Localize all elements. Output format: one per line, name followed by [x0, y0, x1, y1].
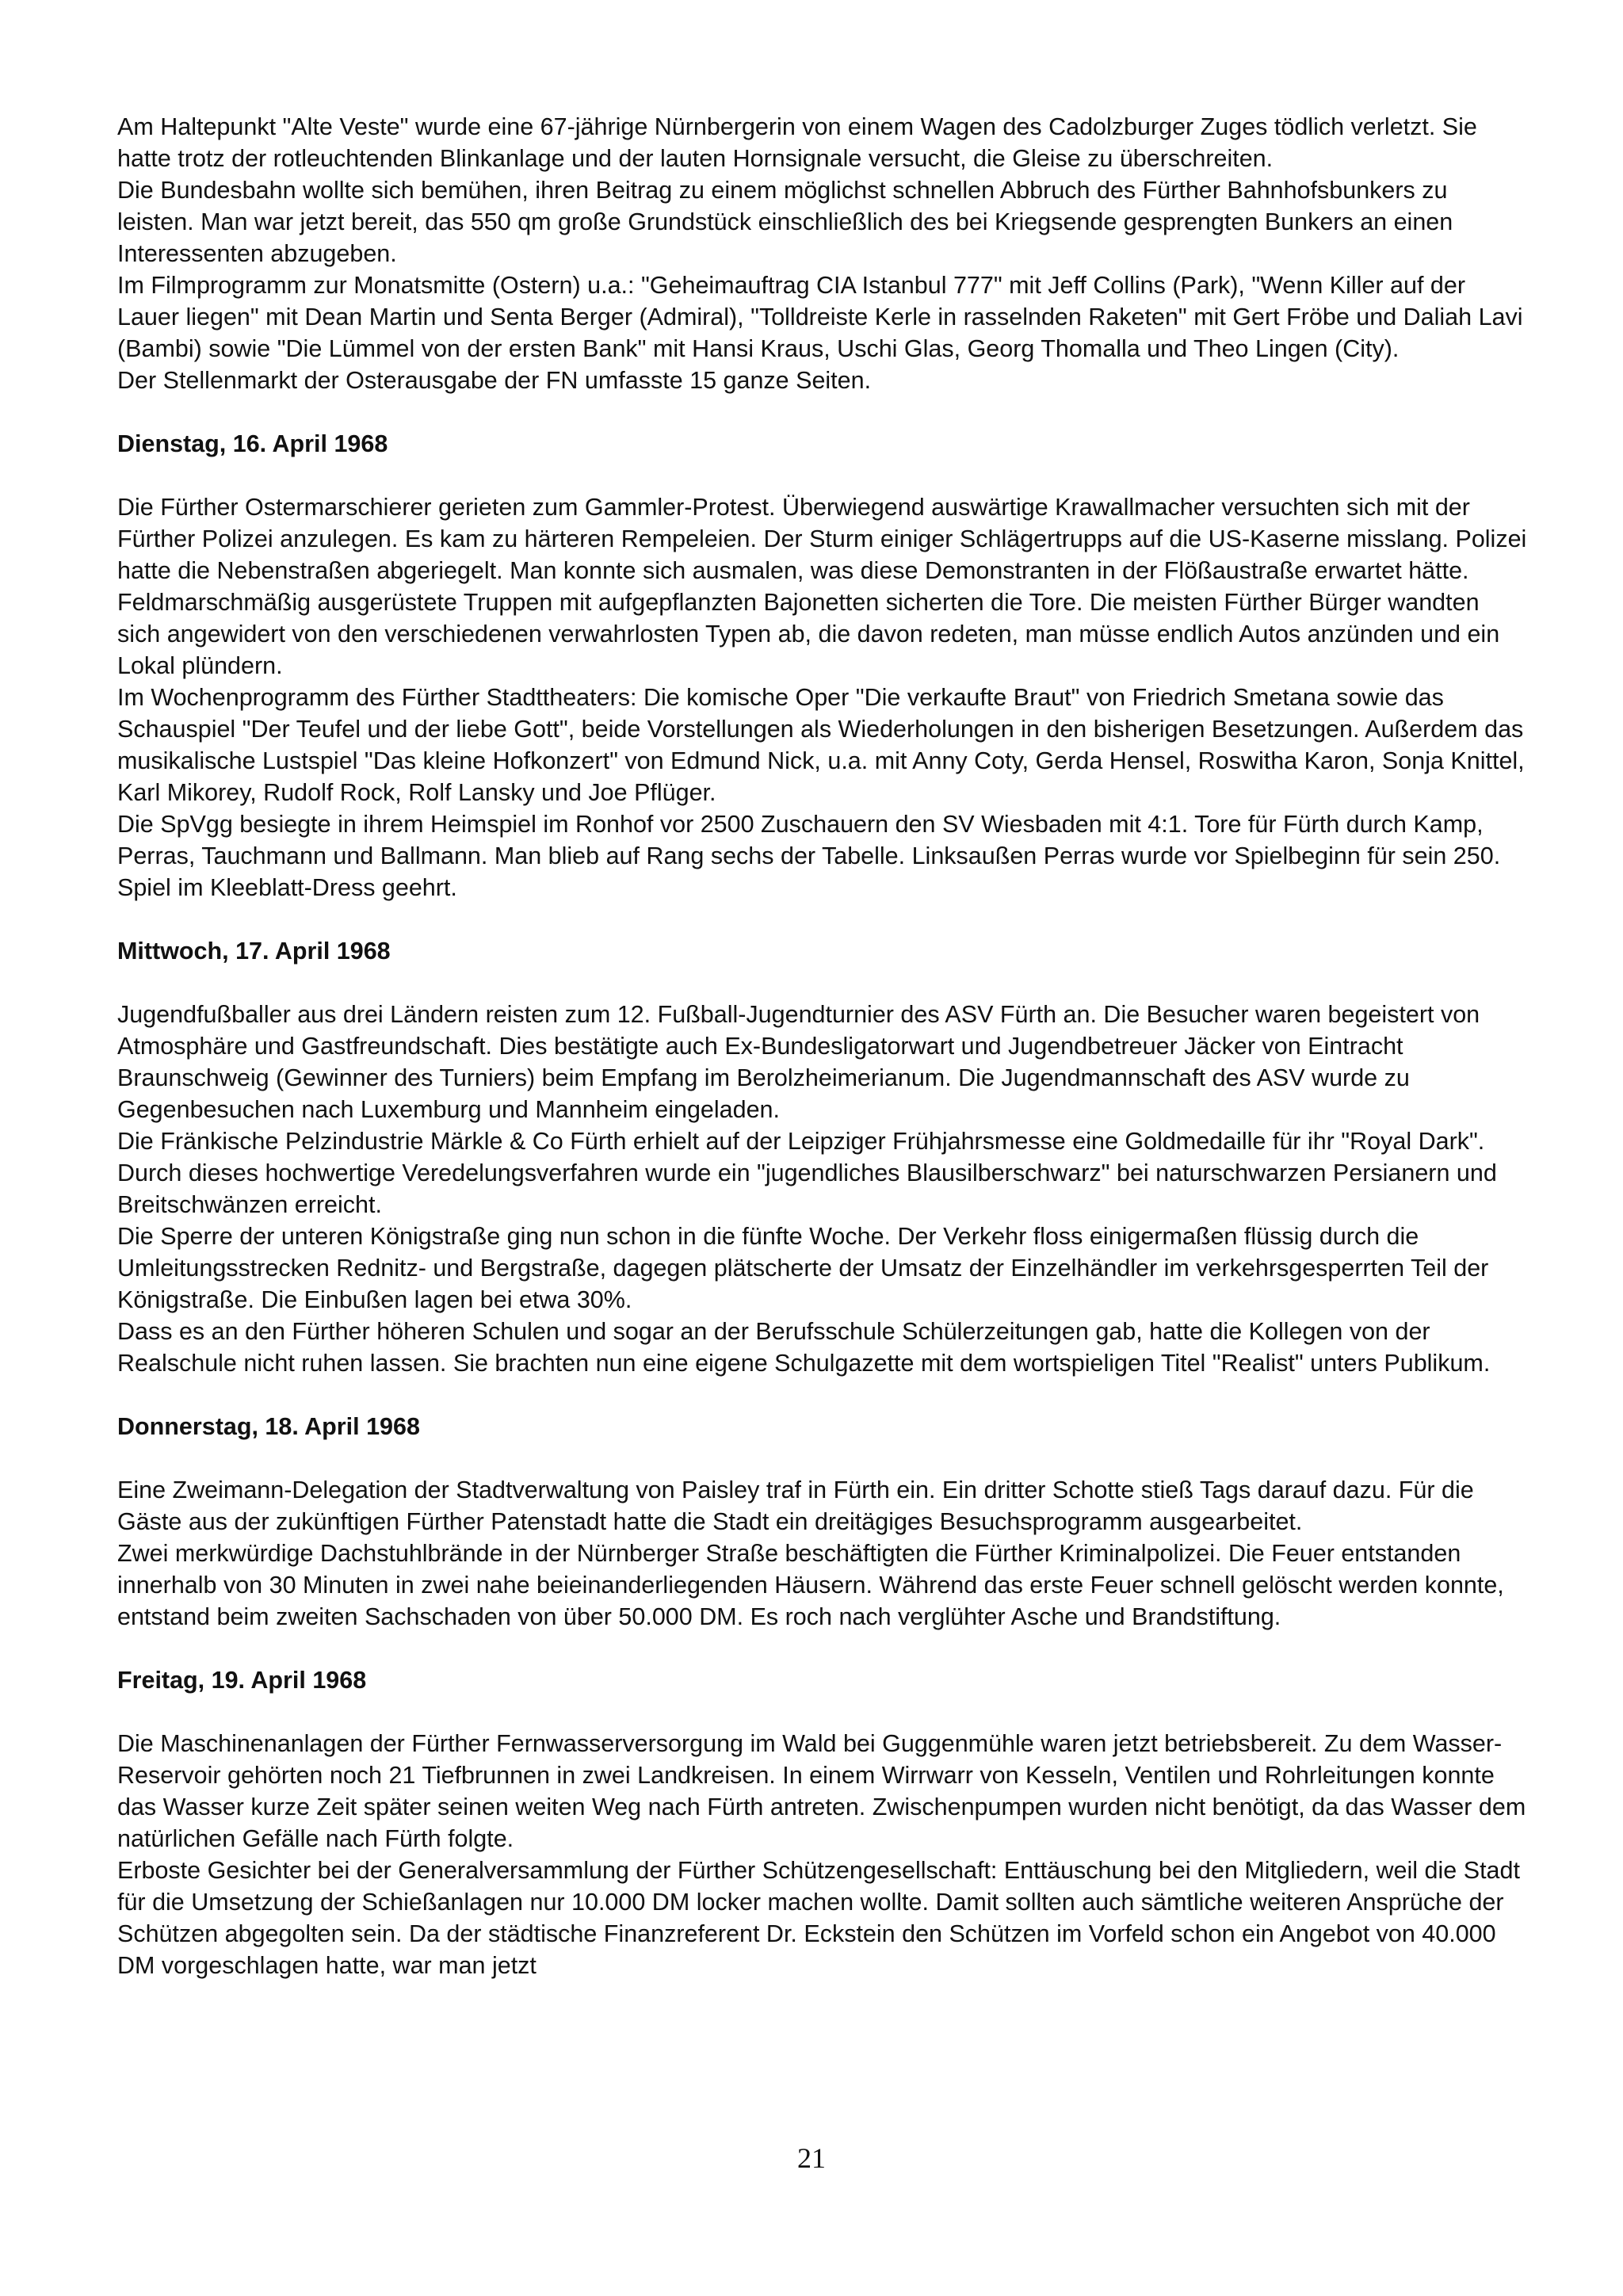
date-heading: Freitag, 19. April 1968 [117, 1667, 367, 1694]
paragraph: Die Bundesbahn wollte sich bemühen, ihren Beitrag zu einem möglichst schnellen Abbruch des Fürther Bahnhofsbunkers zu leisten. Man war jetzt bereit, das 550 qm große Grundstück einschließlich des bei Kriegsende gesprengten Bunkers an einen Interessenten abzugeben. [117, 177, 1453, 267]
section-tuesday [117, 428, 1528, 904]
paragraph: Im Filmprogramm zur Monatsmitte (Ostern) u.a.: "Geheimauftrag CIA Istanbul 777" mit Jeff Collins (Park), "Wenn Killer auf der Lauer liegen" mit Dean Martin und Senta Berger (Admiral), "Tolldreiste Kerle in rasselnden Raketen" mit Gert Fröbe und Daliah Lavi (Bambi) sowie "Die Lümmel von der ersten Bank" mit Hansi Kraus, Uschi Glas, Georg Thomalla und Theo Lingen (City). [117, 272, 1523, 362]
paragraph: Die Fürther Ostermarschierer gerieten zum Gammler-Protest. Überwiegend auswärtige Krawallmacher versuchten sich mit der Fürther Polizei anzulegen. Es kam zu härteren Rempeleien. Der Sturm einiger Schlägertrupps auf die US-Kaserne misslang. Polizei hatte die Nebenstraßen abgeriegelt. Man konnte sich ausmalen, was diese Demonstranten in der Flößaustraße erwartet hätte. Feldmarschmäßig ausgerüstete Truppen mit aufgepflanzten Bajonetten sicherten die Tore. Die meisten Fürther Bürger wandten sich angewidert von den verschiedenen verwahrlosten Typen ab, die davon redeten, man müsse endlich Autos anzünden und ein Lokal plündern. [117, 494, 1527, 679]
date-heading: Donnerstag, 18. April 1968 [117, 1413, 420, 1440]
page-number: 21 [797, 2142, 826, 2174]
date-heading: Mittwoch, 17. April 1968 [117, 938, 391, 965]
paragraph: Die SpVgg besiegte in ihrem Heimspiel im Ronhof vor 2500 Zuschauern den SV Wiesbaden mit 4:1. Tore für Fürth durch Kamp, Perras, Tauchmann und Ballmann. Man blieb auf Rang sechs der Tabelle. Linksaußen Perras wurde vor Spielbeginn für sein 250. Spiel im Kleeblatt-Dress geehrt. [117, 811, 1501, 901]
paragraph: Die Maschinenanlagen der Fürther Fernwasserversorgung im Wald bei Guggenmühle waren jetzt betriebsbereit. Zu dem Wasser-Reservoir gehörten noch 21 Tiefbrunnen in zwei Landkreisen. In einem Wirrwarr von Kesseln, Ventilen und Rohrleitungen konnte das Wasser kurze Zeit später seinen weiten Weg nach Fürth antreten. Zwischenpumpen wurden nicht benötigt, da das Wasser dem natürlichen Gefälle nach Fürth folgte. [117, 1730, 1526, 1852]
paragraph: Der Stellenmarkt der Osterausgabe der FN umfasste 15 ganze Seiten. [117, 367, 872, 394]
document-page [117, 111, 1528, 1981]
paragraph: Erboste Gesichter bei der Generalversammlung der Fürther Schützengesellschaft: Enttäuschung bei den Mitgliedern, weil die Stadt für die Umsetzung der Schießanlagen nur 10.000 DM locker machen wollte. Damit sollten auch sämtliche weiteren Ansprüche der Schützen abgegolten sein. Da der städtische Finanzreferent Dr. Eckstein den Schützen im Vorfeld schon ein Angebot von 40.000 DM vorgeschlagen hatte, war man jetzt [117, 1857, 1520, 1979]
paragraph: Eine Zweimann-Delegation der Stadtverwaltung von Paisley traf in Fürth ein. Ein dritter Schotte stieß Tags darauf dazu. Für die Gäste aus der zukünftigen Fürther Patenstadt hatte die Stadt ein dreitägiges Besuchsprogramm ausgearbeitet. [117, 1477, 1474, 1535]
date-heading: Dienstag, 16. April 1968 [117, 430, 388, 457]
paragraph: Dass es an den Fürther höheren Schulen und sogar an der Berufsschule Schülerzeitungen gab, hatte die Kollegen von der Realschule nicht ruhen lassen. Sie brachten nun eine eigene Schulgazette mit dem wortspieligen Titel "Realist" unters Publikum. [117, 1318, 1491, 1377]
section-thursday [117, 1411, 1528, 1633]
section-wednesday [117, 935, 1528, 1379]
intro-block [117, 111, 1528, 396]
paragraph: Am Haltepunkt "Alte Veste" wurde eine 67-jährige Nürnbergerin von einem Wagen des Cadolzburger Zuges tödlich verletzt. Sie hatte trotz der rotleuchtenden Blinkanlage und der lauten Hornsignale versucht, die Gleise zu überschreiten. [117, 113, 1477, 172]
paragraph: Im Wochenprogramm des Fürther Stadttheaters: Die komische Oper "Die verkaufte Braut" von Friedrich Smetana sowie das Schauspiel "Der Teufel und der liebe Gott", beide Vorstellungen als Wiederholungen in den bisherigen Besetzungen. Außerdem das musikalische Lustspiel "Das kleine Hofkonzert" von Edmund Nick, u.a. mit Anny Coty, Gerda Hensel, Roswitha Karon, Sonja Knittel, Karl Mikorey, Rudolf Rock, Rolf Lansky und Joe Pflüger. [117, 684, 1525, 806]
section-friday [117, 1664, 1528, 1981]
paragraph: Die Sperre der unteren Königstraße ging nun schon in die fünfte Woche. Der Verkehr floss einigermaßen flüssig durch die Umleitungsstrecken Rednitz- und Bergstraße, dagegen plätscherte der Umsatz der Einzelhändler im verkehrsgesperrten Teil der Königstraße. Die Einbußen lagen bei etwa 30%. [117, 1223, 1489, 1313]
paragraph: Die Fränkische Pelzindustrie Märkle & Co Fürth erhielt auf der Leipziger Frühjahrsmesse eine Goldmedaille für ihr "Royal Dark". Durch dieses hochwertige Veredelungsverfahren wurde ein "jugendliches Blausilberschwarz" bei naturschwarzen Persianern und Breitschwänzen erreicht. [117, 1128, 1497, 1218]
paragraph: Zwei merkwürdige Dachstuhlbrände in der Nürnberger Straße beschäftigten die Fürther Kriminalpolizei. Die Feuer entstanden innerhalb von 30 Minuten in zwei nahe beieinanderliegenden Häusern. Während das erste Feuer schnell gelöscht werden konnte, entstand beim zweiten Sachschaden von über 50.000 DM. Es roch nach verglühter Asche und Brandstiftung. [117, 1540, 1504, 1630]
paragraph: Jugendfußballer aus drei Ländern reisten zum 12. Fußball-Jugendturnier des ASV Fürth an. Die Besucher waren begeistert von Atmosphäre und Gastfreundschaft. Dies bestätigte auch Ex-Bundesligatorwart und Jugendbetreuer Jäcker von Eintracht Braunschweig (Gewinner des Turniers) beim Empfang im Berolzheimerianum. Die Jugendmannschaft des ASV wurde zu Gegenbesuchen nach Luxemburg und Mannheim eingeladen. [117, 1001, 1480, 1123]
